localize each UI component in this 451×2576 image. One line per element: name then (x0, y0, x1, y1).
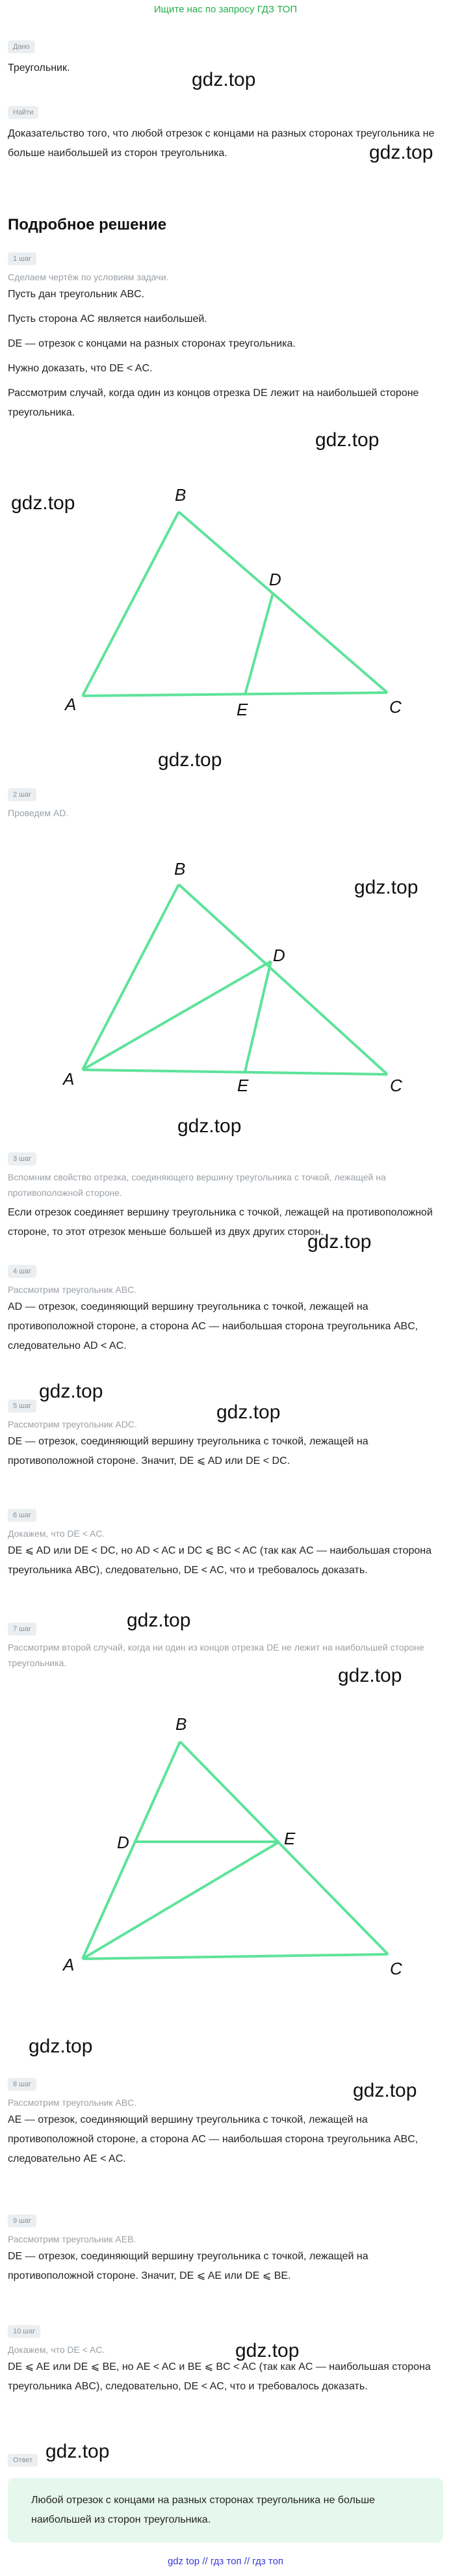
point-label-e: E (237, 700, 248, 719)
step-badge: 8 шаг (8, 2078, 36, 2091)
step-badge: 6 шаг (8, 1509, 36, 1522)
step-line: DE — отрезок с концами на разных сторонах треугольника. (8, 338, 296, 349)
step-9 (8, 2214, 443, 2286)
watermark: gdz.top (158, 749, 222, 771)
step-line: Нужно доказать, что DE < AC. (8, 363, 153, 374)
step-line: Рассмотрим случай, когда один из концов отрезка DE лежит на наибольшей стороне треугольника. (8, 388, 419, 418)
vertex-label-c: C (390, 1959, 402, 1978)
step-hint: Проведем AD. (8, 808, 69, 818)
watermark: gdz.top (45, 2441, 110, 2462)
footer-separator: // (202, 2556, 208, 2567)
footer-separator: // (244, 2556, 250, 2567)
watermark: gdz.top (192, 69, 256, 90)
vertex-label-c: C (390, 1076, 402, 1095)
answer-text: Любой отрезок с концами на разных сторонах треугольника не больше наибольшей из сторон треугольника. (31, 2495, 375, 2525)
find-text: Доказательство того, что любой отрезок с концами на разных сторонах треугольника не больше наибольшей из сторон треугольника. (8, 128, 435, 159)
step-badge: 7 шаг (8, 1623, 36, 1636)
watermark: gdz.top (11, 492, 75, 514)
footer-link[interactable]: gdz top (167, 2556, 200, 2567)
point-label-d: D (117, 1833, 129, 1852)
solution-title: Подробное решение (8, 216, 167, 233)
vertex-label-c: C (389, 697, 402, 717)
step-line: AD — отрезок, соединяющий вершину треугольника с точкой, лежащей на противоположной стороне, а сторона AC — наибольшая сторона треугольника ABC, следовательно AD < AC. (8, 1301, 419, 1351)
point-label-d: D (273, 946, 285, 965)
step-7 (8, 1623, 443, 1671)
vertex-label-a: A (63, 1069, 75, 1089)
triangle-figure-2 (8, 845, 437, 1099)
watermark: gdz.top (177, 1115, 242, 1137)
step-badge: 4 шаг (8, 1265, 36, 1278)
step-hint: Рассмотрим треугольник ABC. (8, 2097, 137, 2108)
step-badge: 5 шаг (8, 1400, 36, 1413)
point-label-e: E (237, 1076, 249, 1095)
watermark: gdz.top (353, 2080, 417, 2101)
step-hint: Рассмотрим второй случай, когда ни один из концов отрезка DE не лежит на наибольшей стороне треугольника. (8, 1642, 424, 1668)
step-line: DE — отрезок, соединяющий вершину треугольника с точкой, лежащей на противоположной стороне. Значит, DE ⩽ AE или DE ⩽ BE. (8, 2251, 368, 2281)
triangle-figure-3 (8, 1697, 437, 1990)
vertex-label-a: A (65, 695, 77, 714)
answer-box (8, 2478, 443, 2543)
vertex-label-b: B (175, 485, 187, 505)
given-text: Треугольник. (8, 62, 70, 73)
footer-links (0, 2556, 451, 2567)
step-10 (8, 2325, 443, 2397)
step-line: AE — отрезок, соединяющий вершину треугольника с точкой, лежащей на противоположной стороне, а сторона AC — наибольшая сторона треугольника ABC, следовательно AE < AC. (8, 2114, 419, 2164)
step-8 (8, 2078, 443, 2169)
watermark: gdz.top (369, 142, 433, 163)
top-search-link[interactable]: Ищите нас по запросу ГДЗ ТОП (153, 4, 298, 15)
triangle-figure-1 (8, 475, 437, 728)
step-hint: Рассмотрим треугольник ADC. (8, 1419, 137, 1429)
watermark: gdz.top (29, 2036, 93, 2057)
point-label-d: D (269, 570, 281, 589)
step-hint: Вспомним свойство отрезка, соединяющего вершину треугольника с точкой, лежащей на противоположной стороне. (8, 1172, 386, 1198)
watermark: gdz.top (354, 877, 419, 898)
watermark: gdz.top (307, 1231, 372, 1253)
answer-badge-wrap (8, 2454, 443, 2467)
step-line: DE ⩽ AE или DE ⩽ BE, но AE < AC и BE ⩽ BC < AC (так как AC — наибольшая сторона треугольника ABC), следовательно, DE < AC, что и требовалось доказать. (8, 2361, 431, 2392)
vertex-label-b: B (174, 859, 186, 879)
vertex-label-b: B (175, 1714, 187, 1734)
step-badge: 2 шаг (8, 788, 36, 801)
step-hint: Докажем, что DE < AC. (8, 2344, 105, 2355)
step-line: Если отрезок соединяет вершину треугольника с точкой, лежащей на противоположной стороне, то этот отрезок меньше большей из двух других сторон. (8, 1207, 433, 1238)
step-line: Пусть дан треугольник ABC. (8, 289, 145, 300)
step-line: DE ⩽ AD или DE < DC, но AD < AC и DC ⩽ BC < AC (так как AC — наибольшая сторона треугольника ABC), следовательно, DE < AC, что и требовалось доказать. (8, 1545, 432, 1576)
step-hint: Докажем, что DE < AC. (8, 1528, 105, 1539)
watermark: gdz.top (235, 2340, 300, 2361)
step-badge: 1 шаг (8, 252, 36, 265)
watermark: gdz.top (127, 1610, 191, 1631)
watermark: gdz.top (39, 1381, 103, 1402)
point-label-e: E (284, 1829, 296, 1848)
step-badge: 10 шаг (8, 2325, 40, 2338)
step-badge: 3 шаг (8, 1152, 36, 1165)
step-hint: Рассмотрим треугольник ABC. (8, 1284, 137, 1295)
answer-badge: Ответ (8, 2454, 38, 2467)
step-4 (8, 1265, 443, 1356)
step-line: Пусть сторона AC является наибольшей. (8, 313, 207, 325)
watermark: gdz.top (216, 1401, 281, 1423)
footer-link[interactable]: гдз топ (252, 2556, 284, 2567)
step-2 (8, 788, 443, 821)
footer-link[interactable]: гдз топ (210, 2556, 242, 2567)
step-6 (8, 1509, 443, 1580)
step-badge: 9 шаг (8, 2214, 36, 2227)
vertex-label-a: A (63, 1955, 75, 1974)
step-1 (8, 252, 443, 423)
given-badge: Дано (8, 40, 35, 53)
watermark: gdz.top (315, 429, 380, 451)
step-3 (8, 1152, 443, 1242)
step-line: DE — отрезок, соединяющий вершину треугольника с точкой, лежащей на противоположной стороне. Значит, DE ⩽ AD или DE < DC. (8, 1436, 368, 1467)
find-badge: Найти (8, 106, 38, 119)
step-hint: Сделаем чертёж по условиям задачи. (8, 272, 169, 282)
watermark: gdz.top (338, 1665, 402, 1686)
step-hint: Рассмотрим треугольник AEB. (8, 2234, 136, 2244)
